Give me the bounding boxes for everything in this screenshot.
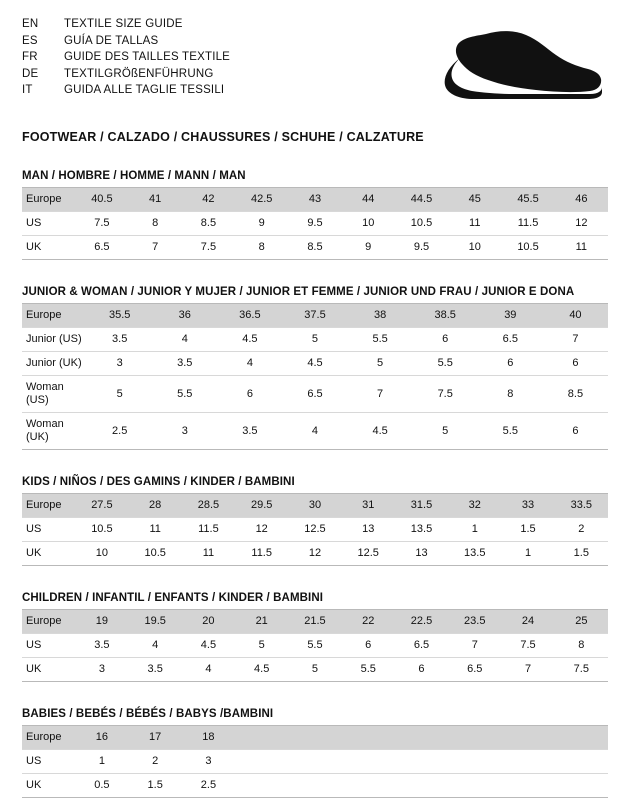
cell: 7.5 — [555, 658, 608, 682]
cell: 13.5 — [448, 542, 501, 566]
header — [22, 16, 608, 108]
row-label: Woman (UK) — [22, 413, 87, 450]
cell: 31 — [342, 494, 395, 518]
row-label: Europe — [22, 304, 87, 328]
cell: 30 — [288, 494, 341, 518]
row-label: Woman (US) — [22, 376, 87, 413]
cell: 7.5 — [182, 236, 235, 260]
row-label: US — [22, 518, 75, 542]
cell: 23.5 — [448, 610, 501, 634]
cell: 38.5 — [413, 304, 478, 328]
cell: 32 — [448, 494, 501, 518]
cell: 3 — [87, 352, 152, 376]
size-table — [22, 494, 608, 566]
row-label: US — [22, 634, 75, 658]
cell: 5 — [348, 352, 413, 376]
table-row — [22, 188, 608, 212]
cell: 3.5 — [87, 328, 152, 352]
cell: 11.5 — [182, 518, 235, 542]
cell: 8 — [555, 634, 608, 658]
cell-empty — [342, 726, 395, 750]
cell-empty — [555, 726, 608, 750]
cell-empty — [288, 750, 341, 774]
cell: 8 — [235, 236, 288, 260]
row-label: US — [22, 750, 75, 774]
row-label: US — [22, 212, 75, 236]
language-title: GUIDE DES TAILLES TEXTILE — [64, 51, 231, 63]
cell: 42 — [182, 188, 235, 212]
cell: 10 — [342, 212, 395, 236]
cell: 2 — [129, 750, 182, 774]
cell: 11 — [129, 518, 182, 542]
language-row — [22, 82, 230, 99]
table-row — [22, 750, 608, 774]
cell: 3 — [75, 658, 128, 682]
language-code: EN — [22, 18, 39, 30]
cell: 5 — [413, 413, 478, 450]
cell-empty — [288, 774, 341, 798]
language-title: GUÍA DE TALLAS — [64, 34, 159, 47]
size-table — [22, 726, 608, 798]
row-label: UK — [22, 542, 75, 566]
cell-empty — [235, 726, 288, 750]
cell: 4 — [182, 658, 235, 682]
row-label: Europe — [22, 494, 75, 518]
table-row — [22, 212, 608, 236]
cell: 9 — [342, 236, 395, 260]
cell: 29.5 — [235, 494, 288, 518]
table-title: CHILDREN / INFANTIL / ENFANTS / KINDER / BAMBINI — [22, 592, 608, 610]
cell: 12 — [555, 212, 608, 236]
cell: 4.5 — [282, 352, 347, 376]
cell: 3 — [152, 413, 217, 450]
cell: 4.5 — [235, 658, 288, 682]
cell: 28 — [129, 494, 182, 518]
cell: 5.5 — [348, 328, 413, 352]
cell: 6.5 — [448, 658, 501, 682]
size-table — [22, 188, 608, 260]
cell: 21.5 — [288, 610, 341, 634]
cell-empty — [395, 726, 448, 750]
cell: 12.5 — [342, 542, 395, 566]
row-label: Junior (US) — [22, 328, 87, 352]
cell: 18 — [182, 726, 235, 750]
cell: 6.5 — [478, 328, 543, 352]
cell: 8.5 — [543, 376, 608, 413]
table-title: BABIES / BEBÉS / BÉBÉS / BABYS /BAMBINI — [22, 708, 608, 726]
cell: 5 — [288, 658, 341, 682]
cell: 45 — [448, 188, 501, 212]
cell: 33 — [501, 494, 554, 518]
cell-empty — [448, 774, 501, 798]
cell-empty — [395, 750, 448, 774]
table-row — [22, 304, 608, 328]
cell: 38 — [348, 304, 413, 328]
cell: 6 — [217, 376, 282, 413]
cell: 45.5 — [501, 188, 554, 212]
cell: 27.5 — [75, 494, 128, 518]
cell: 1 — [501, 542, 554, 566]
table-row — [22, 658, 608, 682]
cell: 1.5 — [501, 518, 554, 542]
language-code: IT — [22, 84, 33, 96]
cell: 9.5 — [395, 236, 448, 260]
cell: 19.5 — [129, 610, 182, 634]
cell: 40.5 — [75, 188, 128, 212]
cell: 12.5 — [288, 518, 341, 542]
cell-empty — [448, 726, 501, 750]
language-code: DE — [22, 67, 39, 80]
language-title-list — [22, 16, 230, 99]
cell: 3 — [182, 750, 235, 774]
cell: 4 — [217, 352, 282, 376]
cell: 11 — [182, 542, 235, 566]
cell: 3.5 — [75, 634, 128, 658]
row-label: Junior (UK) — [22, 352, 87, 376]
table-title: KIDS / NIÑOS / DES GAMINS / KINDER / BAMBINI — [22, 476, 608, 494]
table-row — [22, 518, 608, 542]
cell: 7 — [501, 658, 554, 682]
cell: 5 — [235, 634, 288, 658]
cell: 44 — [342, 188, 395, 212]
cell: 4 — [129, 634, 182, 658]
table-row — [22, 774, 608, 798]
cell: 7 — [543, 328, 608, 352]
cell: 16 — [75, 726, 128, 750]
cell: 11.5 — [501, 212, 554, 236]
cell: 7 — [129, 236, 182, 260]
cell: 37.5 — [282, 304, 347, 328]
table-row — [22, 413, 608, 450]
cell: 6.5 — [282, 376, 347, 413]
cell: 22 — [342, 610, 395, 634]
size-table-man — [22, 170, 608, 260]
table-row — [22, 634, 608, 658]
cell: 8 — [129, 212, 182, 236]
cell: 44.5 — [395, 188, 448, 212]
dress-shoe-icon — [414, 28, 602, 104]
cell: 5 — [87, 376, 152, 413]
cell: 6.5 — [75, 236, 128, 260]
language-row — [22, 49, 230, 66]
row-label: UK — [22, 774, 75, 798]
table-title: JUNIOR & WOMAN / JUNIOR Y MUJER / JUNIOR ET FEMME / JUNIOR UND FRAU / JUNIOR E DONA — [22, 286, 608, 304]
cell: 0.5 — [75, 774, 128, 798]
size-table-kids — [22, 476, 608, 566]
cell-empty — [342, 774, 395, 798]
size-table-babies — [22, 708, 608, 798]
cell: 6 — [395, 658, 448, 682]
cell-empty — [448, 750, 501, 774]
cell-empty — [235, 750, 288, 774]
cell-empty — [501, 774, 554, 798]
cell-empty — [395, 774, 448, 798]
table-row — [22, 726, 608, 750]
cell: 1.5 — [555, 542, 608, 566]
cell: 31.5 — [395, 494, 448, 518]
cell: 5.5 — [413, 352, 478, 376]
row-label: Europe — [22, 188, 75, 212]
table-row — [22, 236, 608, 260]
cell: 5.5 — [342, 658, 395, 682]
cell: 40 — [543, 304, 608, 328]
cell: 6 — [543, 352, 608, 376]
size-table — [22, 610, 608, 682]
cell: 7.5 — [413, 376, 478, 413]
table-row — [22, 542, 608, 566]
cell: 7.5 — [501, 634, 554, 658]
cell: 1 — [75, 750, 128, 774]
language-code: ES — [22, 34, 38, 47]
table-title: MAN / HOMBRE / HOMME / MANN / MAN — [22, 170, 608, 188]
cell: 3.5 — [129, 658, 182, 682]
row-label: Europe — [22, 610, 75, 634]
cell-empty — [342, 750, 395, 774]
language-row — [22, 33, 230, 50]
cell: 35.5 — [87, 304, 152, 328]
cell: 3.5 — [217, 413, 282, 450]
size-table-junior-woman — [22, 286, 608, 450]
table-row — [22, 328, 608, 352]
cell: 7 — [448, 634, 501, 658]
cell: 7.5 — [75, 212, 128, 236]
cell: 43 — [288, 188, 341, 212]
cell: 2 — [555, 518, 608, 542]
cell: 12 — [288, 542, 341, 566]
cell: 13 — [395, 542, 448, 566]
cell: 10.5 — [501, 236, 554, 260]
cell: 20 — [182, 610, 235, 634]
cell: 5 — [282, 328, 347, 352]
cell: 8.5 — [182, 212, 235, 236]
cell: 12 — [235, 518, 288, 542]
cell: 2.5 — [87, 413, 152, 450]
cell-empty — [555, 750, 608, 774]
cell-empty — [501, 750, 554, 774]
cell: 6 — [342, 634, 395, 658]
cell: 10 — [75, 542, 128, 566]
size-table — [22, 304, 608, 450]
cell: 42.5 — [235, 188, 288, 212]
cell: 36.5 — [217, 304, 282, 328]
cell: 4 — [282, 413, 347, 450]
cell: 10.5 — [75, 518, 128, 542]
table-row — [22, 352, 608, 376]
cell: 11 — [555, 236, 608, 260]
cell: 28.5 — [182, 494, 235, 518]
cell: 41 — [129, 188, 182, 212]
cell: 11 — [448, 212, 501, 236]
cell: 6 — [478, 352, 543, 376]
cell: 10 — [448, 236, 501, 260]
cell: 39 — [478, 304, 543, 328]
cell: 7 — [348, 376, 413, 413]
table-row — [22, 376, 608, 413]
language-title: GUIDA ALLE TAGLIE TESSILI — [64, 84, 225, 96]
language-row — [22, 66, 230, 83]
cell: 13.5 — [395, 518, 448, 542]
cell: 4.5 — [348, 413, 413, 450]
cell: 11.5 — [235, 542, 288, 566]
cell: 22.5 — [395, 610, 448, 634]
row-label: Europe — [22, 726, 75, 750]
table-row — [22, 494, 608, 518]
cell: 1.5 — [129, 774, 182, 798]
cell: 9.5 — [288, 212, 341, 236]
cell: 5.5 — [478, 413, 543, 450]
cell: 21 — [235, 610, 288, 634]
cell: 9 — [235, 212, 288, 236]
cell: 10.5 — [129, 542, 182, 566]
cell: 46 — [555, 188, 608, 212]
cell: 8.5 — [288, 236, 341, 260]
cell-empty — [288, 726, 341, 750]
cell: 4 — [152, 328, 217, 352]
cell-empty — [235, 774, 288, 798]
cell: 25 — [555, 610, 608, 634]
cell: 24 — [501, 610, 554, 634]
cell: 2.5 — [182, 774, 235, 798]
cell: 6 — [413, 328, 478, 352]
cell: 8 — [478, 376, 543, 413]
language-row — [22, 16, 230, 33]
cell: 36 — [152, 304, 217, 328]
cell: 5.5 — [288, 634, 341, 658]
row-label: UK — [22, 658, 75, 682]
size-table-children — [22, 592, 608, 682]
cell: 33.5 — [555, 494, 608, 518]
row-label: UK — [22, 236, 75, 260]
cell: 5.5 — [152, 376, 217, 413]
cell: 4.5 — [182, 634, 235, 658]
cell: 3.5 — [152, 352, 217, 376]
cell-empty — [501, 726, 554, 750]
cell: 19 — [75, 610, 128, 634]
language-title: TEXTILGRÖßENFÜHRUNG — [64, 67, 214, 80]
language-code: FR — [22, 51, 38, 63]
cell: 17 — [129, 726, 182, 750]
cell: 6.5 — [395, 634, 448, 658]
cell: 4.5 — [217, 328, 282, 352]
footwear-section-title: FOOTWEAR / CALZADO / CHAUSSURES / SCHUHE / CALZATURE — [22, 130, 424, 144]
cell: 1 — [448, 518, 501, 542]
cell-empty — [555, 774, 608, 798]
cell: 13 — [342, 518, 395, 542]
cell: 10.5 — [395, 212, 448, 236]
cell: 6 — [543, 413, 608, 450]
language-title: TEXTILE SIZE GUIDE — [64, 18, 183, 30]
